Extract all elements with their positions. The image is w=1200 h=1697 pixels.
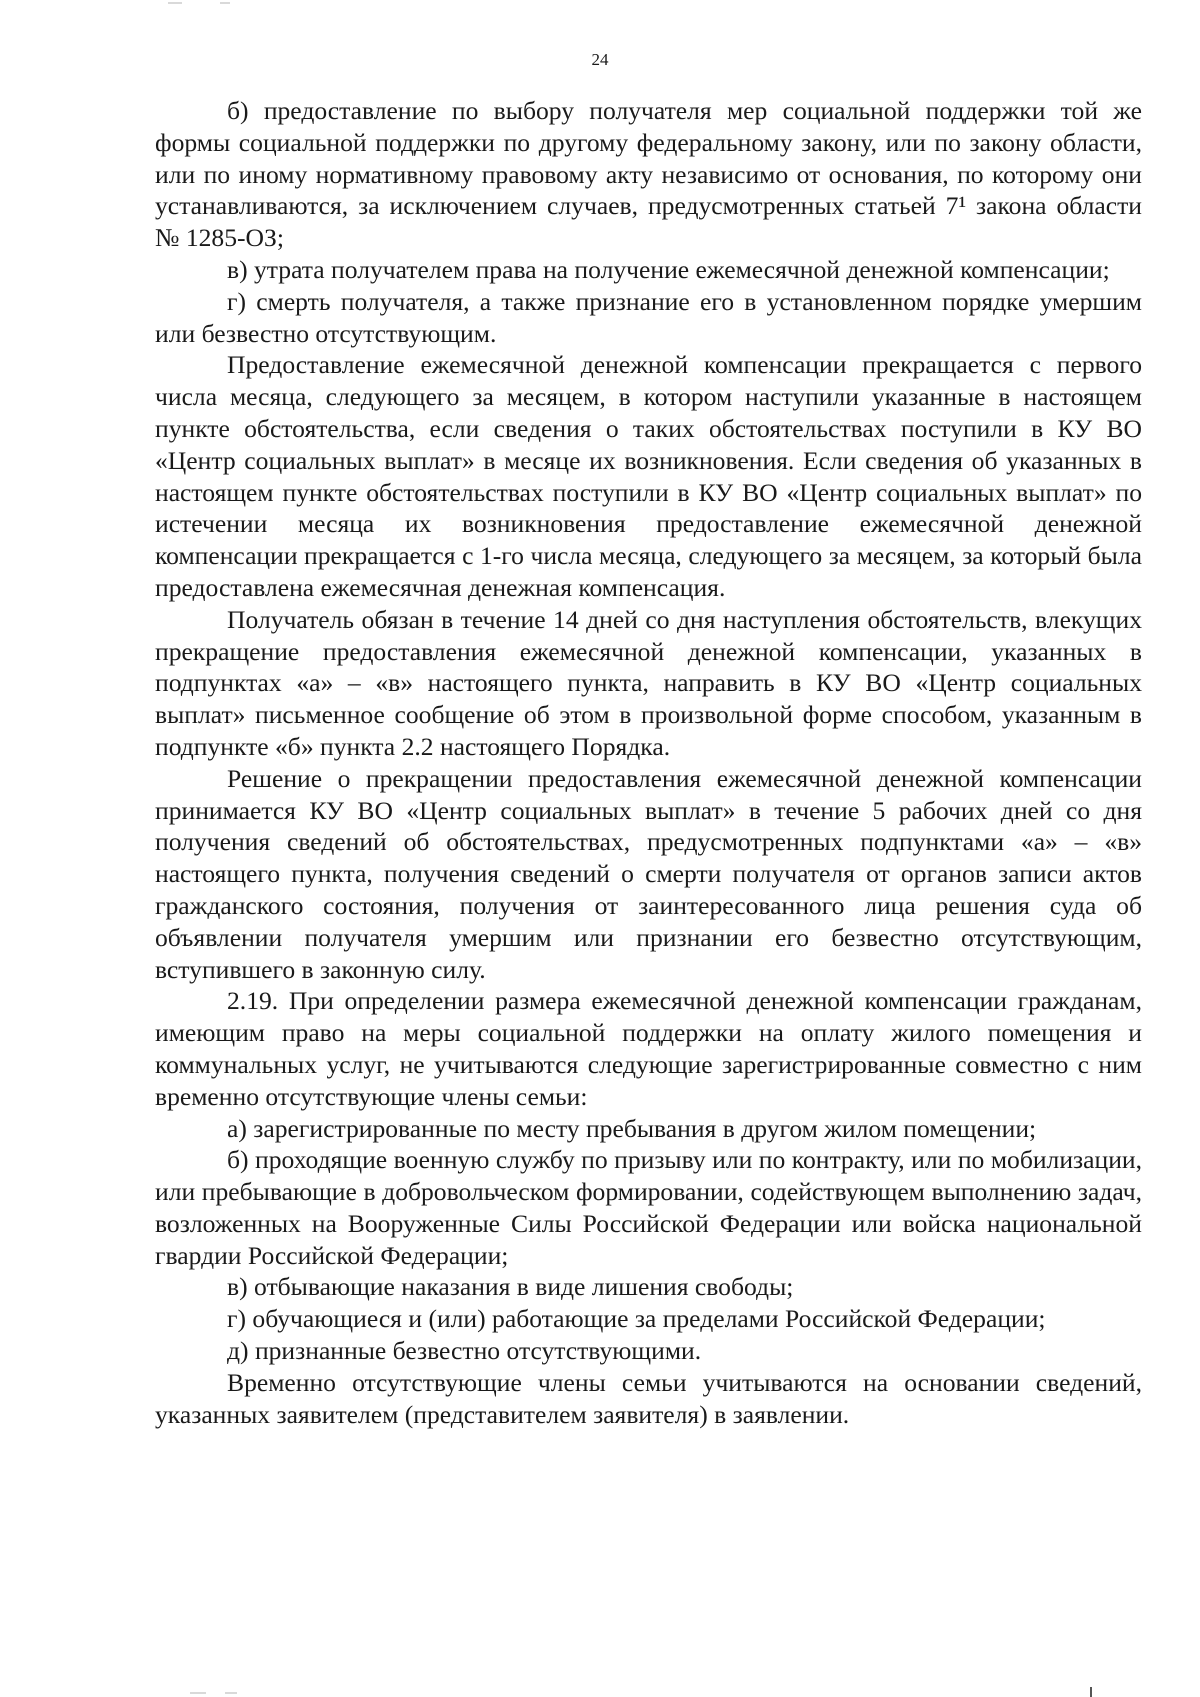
paragraph-item-v: в) утрата получателем права на получение ежемесячной денежной компенсации; [227,254,1110,284]
scan-artifact [225,1692,237,1694]
list-item-g: г) обучающиеся и (или) работающие за пределами Российской Федерации; [227,1304,1046,1334]
paragraph-item-b: б) предоставление по выбору получателя мер социальной поддержки той же формы социальной поддержки по другому федеральному закону, или по закону области, или по иному нормативному правовому акту независимо от основания, по которому они устанавливаются, за исключением случаев, предусмотренных статьей 7¹ закона области № 1285-ОЗ; [155,96,1142,253]
paragraph-section-2-19: 2.19. При определении размера ежемесячной денежной компенсации гражданам, имеющим право на меры социальной поддержки на оплату жилого помещения и коммунальных услуг, не учитываются следующие зарегистрированные совместно с ним временно отсутствующие члены семьи: [155,986,1142,1111]
list-item-v: в) отбывающие наказания в виде лишения свободы; [227,1272,794,1302]
paragraph-termination-date: Предоставление ежемесячной денежной компенсации прекращается с первого числа месяца, следующего за месяцем, в котором наступили указанные в настоящем пункте обстоятельства, если сведения о таких обстоятельствах поступили в КУ ВО «Центр социальных выплат» в месяце их возникновения. Если сведения об указанных в настоящем пункте обстоятельствах поступили в КУ ВО «Центр социальных выплат» по истечении месяца их возникновения предоставление ежемесячной денежной компенсации прекращается с 1-го числа месяца, следующего за месяцем, за который была предоставлена ежемесячная денежная компенсация. [155,350,1142,602]
paragraph-termination-decision: Решение о прекращении предоставления ежемесячной денежной компенсации принимается КУ ВО «Центр социальных выплат» в течение 5 рабочих дней со дня получения сведений об обстоятельствах, предусмотренных подпунктами «а» – «в» настоящего пункта, получения сведений о смерти получателя от органов записи актов гражданского состояния, получения от заинтересованного лица решения суда об объявлении получателя умершим или признании его безвестно отсутствующим, вступившего в законную силу. [155,763,1142,984]
paragraph-family-members: Временно отсутствующие члены семьи учитываются на основании сведений, указанных заявителем (представителем заявителя) в заявлении. [155,1367,1142,1429]
document-body [155,95,1142,1430]
scan-artifact [190,1692,206,1694]
paragraph-item-g: г) смерть получателя, а также признание его в установленном порядке умершим или безвестно отсутствующим. [155,286,1142,348]
list-item-d: д) признанные безвестно отсутствующими. [227,1336,702,1366]
scan-artifact [1090,1687,1092,1697]
list-item-b: б) проходящие военную службу по призыву или по контракту, или по мобилизации, или пребывающие в добровольческом формировании, содействующем выполнению задач, возложенных на Вооруженные Силы Российской Федерации или войска национальной гвардии Российской Федерации; [155,1145,1142,1270]
scan-artifact [220,2,230,4]
scan-artifact [168,2,182,4]
paragraph-recipient-obligation: Получатель обязан в течение 14 дней со дня наступления обстоятельств, влекущих прекращение предоставления ежемесячной денежной компенсации, указанных в подпунктах «а» – «в» настоящего пункта, направить в КУ ВО «Центр социальных выплат» письменное сообщение об этом в произвольной форме способом, указанным в подпункте «б» пункта 2.2 настоящего Порядка. [155,604,1142,761]
page-number: 24 [591,50,609,69]
list-item-a: а) зарегистрированные по месту пребывания в другом жилом помещении; [227,1113,1037,1143]
